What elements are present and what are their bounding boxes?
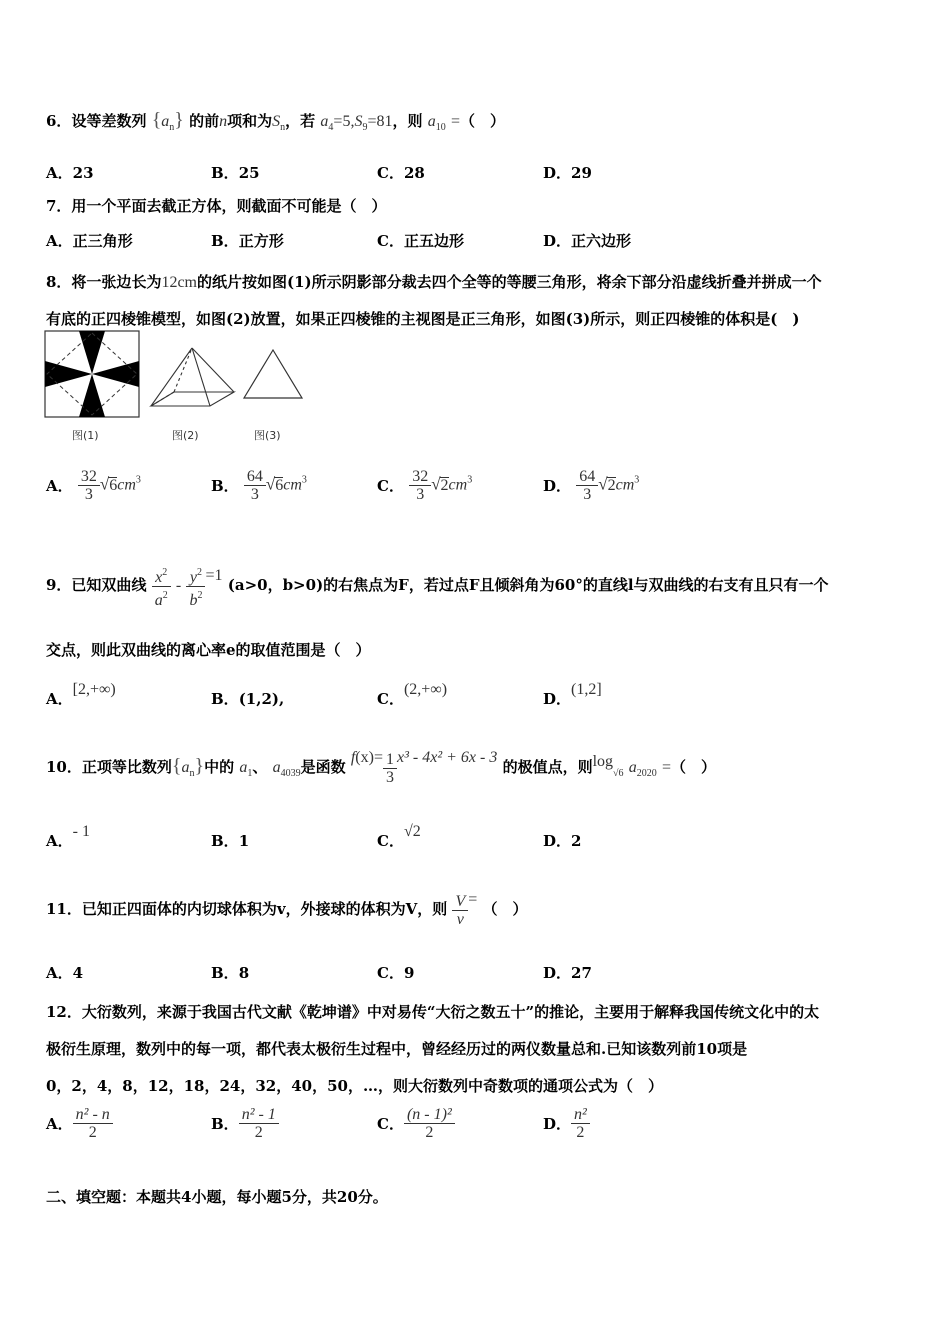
option-b[interactable] bbox=[211, 1106, 279, 1141]
option-b[interactable] bbox=[211, 162, 260, 183]
var-S-sub: n bbox=[280, 122, 286, 133]
unit-exp: 3 bbox=[301, 474, 307, 486]
option-key: B． bbox=[211, 690, 239, 708]
option-key: B． bbox=[211, 964, 239, 982]
numerator: 32 bbox=[78, 468, 100, 486]
option-value: 8 bbox=[238, 964, 250, 982]
option-b[interactable] bbox=[211, 830, 249, 851]
right-brace: } bbox=[174, 109, 184, 131]
question-10 bbox=[46, 738, 910, 794]
unit: cm bbox=[117, 476, 136, 494]
fraction-1-3 bbox=[383, 751, 397, 786]
fraction bbox=[571, 1106, 590, 1141]
option-value: 27 bbox=[571, 964, 592, 982]
seq-sub: n bbox=[189, 768, 195, 779]
option-key: D． bbox=[543, 690, 572, 708]
left-brace: { bbox=[171, 755, 182, 777]
option-key: D． bbox=[543, 1115, 572, 1133]
unit: cm bbox=[615, 476, 635, 494]
q6-options bbox=[46, 162, 906, 186]
option-value: [2,+∞) bbox=[72, 681, 116, 698]
option-value: - 1 bbox=[72, 823, 90, 840]
fraction bbox=[78, 468, 100, 503]
var-a1: a bbox=[239, 759, 248, 776]
fraction-y2-b2 bbox=[186, 564, 205, 609]
option-key: C． bbox=[377, 477, 404, 495]
cond-a: a bbox=[320, 113, 329, 130]
q10-text-1: 10．正项等比数列 bbox=[46, 758, 172, 776]
figure-3-triangle bbox=[244, 350, 302, 398]
q8-options bbox=[46, 468, 906, 512]
fraction bbox=[73, 1106, 113, 1141]
radicand: 2 bbox=[607, 476, 616, 494]
equals-one: =1 bbox=[205, 567, 223, 584]
question-9-line2: 交点，则此双曲线的离心率e的取值范围是（ ） bbox=[46, 641, 371, 659]
q8-text-1: 8．将一张边长为 bbox=[46, 273, 162, 291]
option-c[interactable] bbox=[377, 678, 448, 708]
option-value: 23 bbox=[72, 164, 94, 182]
seq-a: a bbox=[181, 759, 190, 776]
q10-options bbox=[46, 820, 906, 850]
option-b[interactable] bbox=[211, 688, 284, 709]
unit: cm bbox=[448, 476, 468, 494]
q8-text-3: 有底的正四棱锥模型，如图(2)放置，如果正四棱锥的主视图是正三角形，如图(3)所示，则正四棱锥的体积是( ) bbox=[46, 310, 800, 328]
option-value: 正三角形 bbox=[72, 232, 133, 250]
option-key: A． bbox=[46, 964, 73, 982]
numerator: 32 bbox=[409, 468, 431, 486]
numerator: n² bbox=[571, 1106, 590, 1124]
q9-text-2: (a>0，b>0)的右焦点为F，若过点F且倾斜角为60°的直线l与双曲线的右支有且只有一个 bbox=[227, 576, 829, 594]
sqrt-sign: √ bbox=[99, 474, 110, 494]
option-d[interactable] bbox=[543, 468, 639, 503]
denominator: 3 bbox=[250, 486, 259, 503]
question-11 bbox=[46, 880, 910, 929]
option-d[interactable] bbox=[543, 230, 631, 251]
numerator: 64 bbox=[244, 468, 266, 486]
option-key: D． bbox=[543, 832, 572, 850]
option-d[interactable] bbox=[543, 962, 592, 983]
q10-text-2: 中的 bbox=[204, 758, 235, 776]
option-d[interactable] bbox=[543, 1106, 590, 1141]
fraction bbox=[404, 1106, 455, 1141]
denominator: 3 bbox=[416, 486, 425, 503]
sqrt-sign: √ bbox=[598, 474, 608, 494]
q12-line-2: 极衍生原理，数列中的每一项，都代表太极衍生过程中，曾经经历过的两仪数量总和.已知该数列前10项是 bbox=[46, 1040, 748, 1058]
q9-options bbox=[46, 678, 906, 708]
option-key: A． bbox=[46, 232, 73, 250]
ask-a: a bbox=[427, 113, 436, 130]
option-key: D． bbox=[543, 477, 572, 495]
log: log bbox=[592, 753, 614, 770]
exp: 2 bbox=[197, 589, 203, 601]
log-arg: a bbox=[628, 759, 637, 776]
right-brace: } bbox=[194, 755, 205, 777]
answer-paren: （ ） bbox=[671, 758, 717, 776]
var-x: x bbox=[155, 568, 163, 586]
var-b: b bbox=[189, 591, 198, 609]
sqrt-sign: √ bbox=[265, 474, 276, 494]
denominator: 3 bbox=[84, 486, 93, 503]
option-key: B． bbox=[211, 832, 239, 850]
question-9 bbox=[46, 556, 910, 609]
cond-a-val: =5, bbox=[333, 113, 355, 130]
fraction-V-v bbox=[452, 893, 468, 928]
cond-a-sub: 4 bbox=[328, 122, 334, 133]
option-key: B． bbox=[211, 477, 239, 495]
q12-line-1: 12．大衍数列，来源于我国古代文献《乾坤谱》中对易传“大衍之数五十”的推论，主要用于解释我国传统文化中的太 bbox=[46, 1003, 820, 1021]
var-a4039: a bbox=[272, 759, 281, 776]
minus: - bbox=[175, 577, 182, 594]
equals: = bbox=[468, 891, 478, 908]
option-value: 25 bbox=[238, 164, 260, 182]
ask-eq: = bbox=[450, 113, 460, 130]
option-value: 4 bbox=[72, 964, 84, 982]
option-value: 9 bbox=[403, 964, 415, 982]
option-key: B． bbox=[211, 232, 239, 250]
option-a[interactable] bbox=[46, 468, 141, 503]
option-value: 28 bbox=[403, 164, 425, 182]
option-value: (1,2), bbox=[238, 690, 285, 708]
option-key: A． bbox=[46, 1115, 73, 1133]
option-value: (2,+∞) bbox=[403, 681, 448, 698]
q10-text-3: 是函数 bbox=[300, 758, 346, 776]
exp: 2 bbox=[162, 589, 168, 601]
radicand: 6 bbox=[109, 476, 118, 494]
option-key: A． bbox=[46, 477, 73, 495]
denominator: 2 bbox=[88, 1124, 97, 1141]
q11-options bbox=[46, 962, 906, 986]
var-S: S bbox=[272, 113, 281, 130]
cond-S: S bbox=[354, 113, 363, 130]
figure-2-pyramid bbox=[151, 348, 234, 406]
denominator: 2 bbox=[576, 1124, 585, 1141]
option-c[interactable] bbox=[377, 230, 464, 251]
sqrt-sign: √ bbox=[431, 474, 441, 494]
option-value: 正方形 bbox=[238, 232, 284, 250]
option-value: 正六边形 bbox=[571, 232, 632, 250]
cond-S-val: =81 bbox=[367, 113, 393, 130]
var-a1-sub: 1 bbox=[247, 768, 253, 779]
option-key: D． bbox=[543, 232, 572, 250]
option-d[interactable] bbox=[543, 678, 602, 708]
figures-svg bbox=[44, 330, 314, 420]
caption-fig1: 图(1) bbox=[72, 429, 99, 442]
left-brace: { bbox=[151, 109, 162, 131]
polynomial: x³ - 4x² + 6x - 3 bbox=[396, 749, 498, 766]
cond-S-sub: 9 bbox=[362, 122, 368, 133]
option-key: B． bbox=[211, 1115, 239, 1133]
q6-text-3: 项和为 bbox=[227, 112, 273, 130]
option-a[interactable] bbox=[46, 820, 90, 850]
numerator: (n - 1)² bbox=[404, 1106, 455, 1124]
option-value: √2 bbox=[403, 823, 421, 840]
q12-line-3: 0，2，4，8，12，18，24，32，40，50，…，则大衍数列中奇数项的通项公式为（ ） bbox=[46, 1077, 663, 1095]
option-b[interactable] bbox=[211, 468, 307, 503]
unit-exp: 3 bbox=[135, 474, 141, 486]
option-key: A． bbox=[46, 832, 73, 850]
q7-options bbox=[46, 230, 906, 254]
caption-fig3: 图(3) bbox=[254, 429, 281, 442]
func-f: f bbox=[350, 749, 356, 766]
denominator: 3 bbox=[385, 768, 394, 786]
section-header-fill-in: 二、填空题：本题共4小题，每小题5分，共20分。 bbox=[46, 1188, 388, 1206]
numerator: 1 bbox=[383, 751, 397, 769]
equals: = bbox=[373, 749, 383, 766]
answer-paren: （ ） bbox=[460, 112, 506, 130]
q9-text-1: 9．已知双曲线 bbox=[46, 576, 147, 594]
option-c[interactable] bbox=[377, 820, 421, 850]
denominator: v bbox=[456, 910, 464, 928]
option-value: 2 bbox=[571, 832, 582, 850]
q8-text-2: 的纸片按如图(1)所示阴影部分裁去四个全等的等腰三角形，将余下部分沿虚线折叠并拼成一个 bbox=[197, 273, 822, 291]
option-b[interactable] bbox=[211, 230, 284, 251]
question-12 bbox=[46, 994, 910, 1105]
exp: 2 bbox=[197, 566, 203, 578]
option-d[interactable] bbox=[543, 162, 592, 183]
denominator: 2 bbox=[425, 1124, 434, 1141]
option-a[interactable] bbox=[46, 230, 133, 251]
q6-text-1: 设等差数列 bbox=[71, 112, 147, 130]
option-key: C． bbox=[377, 164, 404, 182]
option-key: C． bbox=[377, 1115, 404, 1133]
q11-text-1: 11．已知正四面体的内切球体积为v，外接球的体积为V，则 bbox=[46, 900, 448, 918]
option-key: B． bbox=[211, 164, 239, 182]
option-c[interactable] bbox=[377, 162, 425, 183]
log-base: √6 bbox=[613, 768, 624, 779]
q8-length: 12cm bbox=[161, 274, 197, 291]
q6-text-5: ，则 bbox=[392, 112, 423, 130]
radicand: 6 bbox=[275, 476, 284, 494]
option-key: D． bbox=[543, 164, 572, 182]
option-key: A． bbox=[46, 164, 73, 182]
func-arg: (x) bbox=[355, 749, 374, 766]
unit: cm bbox=[283, 476, 302, 494]
var-y: y bbox=[189, 568, 198, 586]
var-n: n bbox=[219, 113, 228, 130]
question-8 bbox=[46, 264, 910, 338]
question-6 bbox=[46, 110, 910, 138]
option-a[interactable] bbox=[46, 162, 94, 183]
question-number: 6． bbox=[46, 112, 72, 130]
seq-a: a bbox=[161, 113, 170, 130]
exp: 2 bbox=[162, 566, 168, 578]
option-value: 29 bbox=[571, 164, 592, 182]
numerator: V bbox=[452, 893, 468, 911]
option-key: C． bbox=[377, 690, 404, 708]
answer-paren: （ ） bbox=[482, 900, 528, 918]
log-arg-sub: 2020 bbox=[636, 768, 657, 779]
q10-text-4: 的极值点，则 bbox=[502, 758, 593, 776]
unit-exp: 3 bbox=[634, 474, 640, 486]
option-key: A． bbox=[46, 690, 73, 708]
q12-options bbox=[46, 1106, 906, 1150]
radicand: 2 bbox=[440, 476, 449, 494]
figure-1-paper bbox=[45, 331, 139, 417]
option-key: C． bbox=[377, 964, 404, 982]
separator: 、 bbox=[252, 758, 268, 776]
ask-a-sub: 10 bbox=[435, 122, 446, 133]
option-a[interactable] bbox=[46, 678, 116, 708]
option-a[interactable] bbox=[46, 1106, 113, 1141]
fraction bbox=[244, 468, 266, 503]
seq-sub: n bbox=[169, 122, 175, 133]
numerator: n² - 1 bbox=[239, 1106, 279, 1124]
option-c[interactable] bbox=[377, 1106, 455, 1141]
option-c[interactable] bbox=[377, 962, 414, 983]
numerator: 64 bbox=[576, 468, 598, 486]
fraction bbox=[239, 1106, 279, 1141]
unit-exp: 3 bbox=[467, 474, 473, 486]
option-a[interactable] bbox=[46, 962, 83, 983]
fraction-x2-a2 bbox=[152, 564, 171, 609]
numerator: n² - n bbox=[73, 1106, 113, 1124]
option-c[interactable] bbox=[377, 468, 472, 503]
option-key: C． bbox=[377, 232, 404, 250]
option-value: 正五边形 bbox=[403, 232, 464, 250]
option-d[interactable] bbox=[543, 830, 581, 851]
denominator: 2 bbox=[254, 1124, 263, 1141]
option-value: (1,2] bbox=[571, 681, 602, 698]
option-b[interactable] bbox=[211, 962, 249, 983]
q6-text-4: ，若 bbox=[285, 112, 316, 130]
fraction bbox=[409, 468, 431, 503]
q6-text-2: 的前 bbox=[189, 112, 220, 130]
caption-fig2: 图(2) bbox=[172, 429, 199, 442]
fraction bbox=[576, 468, 598, 503]
var-a4039-sub: 4039 bbox=[280, 768, 301, 779]
option-key: C． bbox=[377, 832, 404, 850]
q8-figures bbox=[44, 330, 314, 442]
denominator: 3 bbox=[583, 486, 592, 503]
var-a: a bbox=[154, 591, 163, 609]
option-key: D． bbox=[543, 964, 572, 982]
option-value: 1 bbox=[238, 832, 250, 850]
equals: = bbox=[662, 759, 672, 776]
question-7: 7．用一个平面去截正方体，则截面不可能是（ ） bbox=[46, 197, 387, 215]
